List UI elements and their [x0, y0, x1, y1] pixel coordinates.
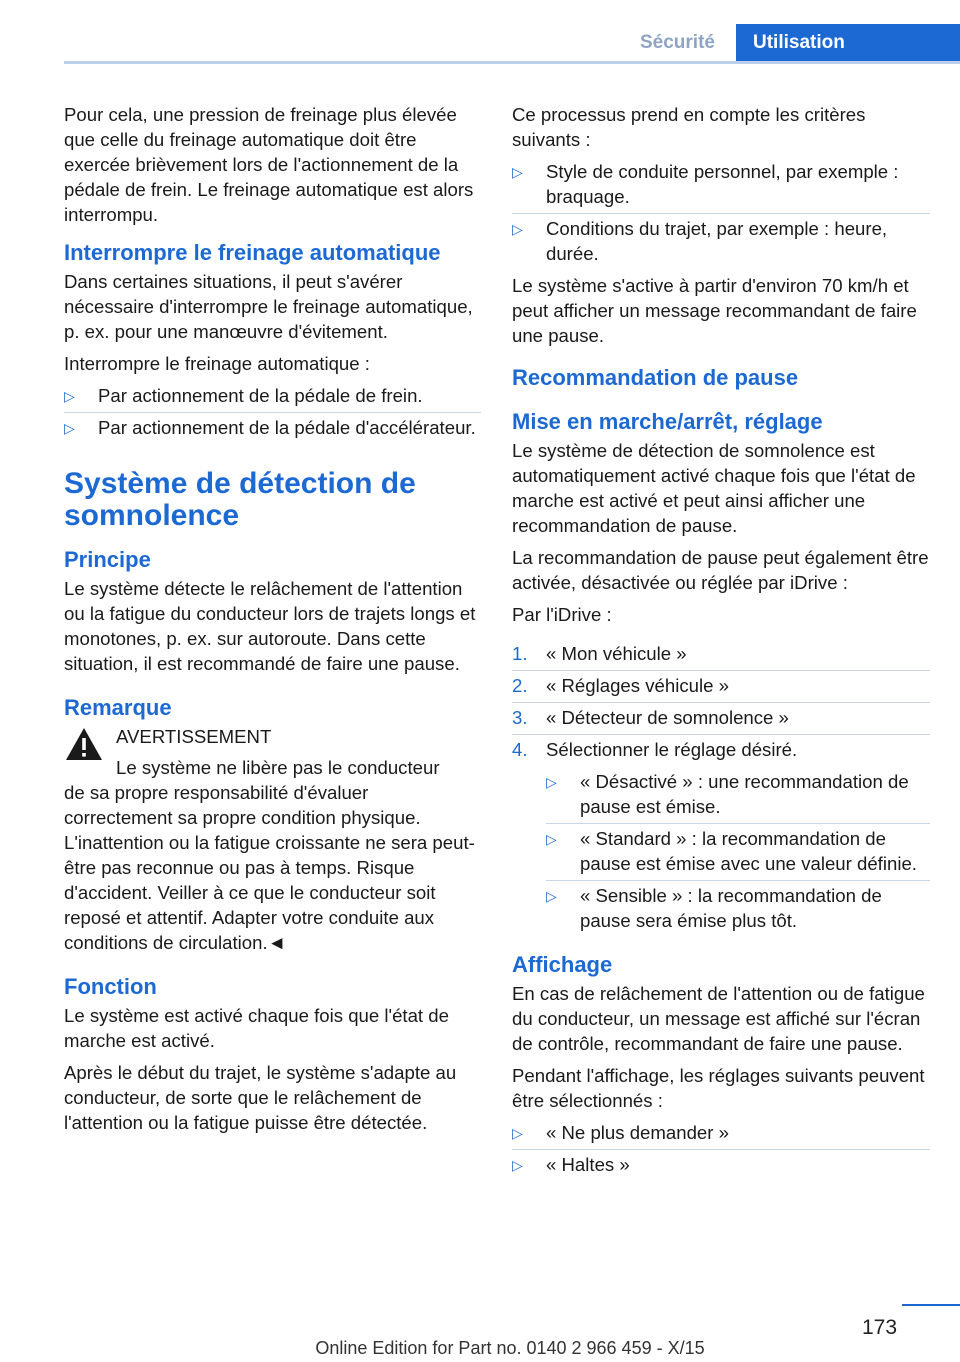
warning-text: de sa propre responsabilité d'évaluer correctement sa propre condition physique. L'inattention ou la fatigue croissante ne sera peut-être pas reconnue ou pas à temps. Risque d'accident. Veiller à ce que le conducteur soit reposé et attentif. Adapter votre conduite aux conditions de circulation.◄: [64, 782, 475, 953]
header-rule: [64, 61, 960, 64]
fonction-text-1: Le système est activé chaque fois que l'état de marche est activé.: [64, 1005, 449, 1051]
triangle-bullet-icon: ▷: [546, 774, 557, 790]
triangle-bullet-icon: ▷: [512, 1125, 523, 1141]
interrupt-text: Dans certaines situations, il peut s'avérer nécessaire d'interrompre le freinage automatique, p. ex. pour une manœuvre d'évitement.: [64, 271, 473, 342]
triangle-bullet-icon: ▷: [546, 831, 557, 847]
triangle-bullet-icon: ▷: [64, 420, 75, 436]
left-column: [64, 102, 481, 1142]
warning-triangle-icon: [64, 726, 104, 762]
mise-heading: Mise en marche/arrêt, réglage: [512, 409, 823, 434]
warning-block: [64, 724, 481, 955]
mise-text: Le système de détection de somnolence est automatiquement activé chaque fois que l'état de marche est activé et peut ainsi afficher une recommandation de pause.: [512, 440, 916, 536]
activation-text: Le système s'active à partir d'environ 70 km/h et peut afficher un message recommandant de faire une pause.: [512, 275, 917, 346]
idrive-label: Par l'iDrive :: [512, 604, 612, 625]
principe-heading: Principe: [64, 547, 151, 572]
triangle-bullet-icon: ▷: [512, 221, 523, 237]
options-list: [546, 769, 930, 933]
warning-first-line: Le système ne libère pas le conducteur: [116, 757, 440, 778]
page-number: 173: [862, 1316, 898, 1339]
reco-text: La recommandation de pause peut également être activée, désactivée ou réglée par iDrive :: [512, 547, 929, 593]
remarque-heading: Remarque: [64, 695, 172, 720]
right-column: [512, 102, 930, 1184]
list-item: ▷ « Haltes »: [512, 1152, 930, 1177]
list-item: ▷ Par actionnement de la pédale de frein.: [64, 383, 481, 408]
section-heading: Système de détection de somnolence: [64, 467, 416, 532]
tab-securite[interactable]: Sécurité: [640, 32, 715, 53]
triangle-bullet-icon: ▷: [512, 1157, 523, 1173]
steps-list: [512, 641, 930, 762]
header-tabs: [619, 24, 960, 62]
interrupt-label: Interrompre le freinage automatique :: [64, 353, 370, 374]
fonction-heading: Fonction: [64, 974, 157, 999]
affichage-heading: Affichage: [512, 952, 613, 977]
tab-utilisation[interactable]: Utilisation: [736, 24, 960, 62]
list-item: ▷ « Sensible » : la recommandation de pause sera émise plus tôt.: [546, 885, 882, 931]
list-item: ▷ « Désactivé » : une recommandation de pause est émise.: [546, 769, 930, 819]
triangle-bullet-icon: ▷: [512, 164, 523, 180]
list-item: ▷ Conditions du trajet, par exemple : heure, durée.: [512, 218, 888, 264]
triangle-bullet-icon: ▷: [546, 888, 557, 904]
intro-paragraph: Pour cela, une pression de freinage plus élevée que celle du freinage automatique doit être exercée brièvement lors de l'actionnement de la pédale de frein. Le freinage automatique est alors interrompu.: [64, 104, 474, 225]
process-text: Ce processus prend en compte les critères suivants :: [512, 104, 866, 150]
principe-text: Le système détecte le relâchement de l'attention ou la fatigue du conducteur lors de trajets longs et monotones, p. ex. sur autoroute. Dans cette situation, il est recommandé de faire une pause.: [64, 578, 476, 674]
list-item: ▷ Style de conduite personnel, par exemple : braquage.: [512, 159, 930, 209]
footer-rule: [902, 1304, 960, 1306]
affichage-text-2: Pendant l'affichage, les réglages suivants peuvent être sélectionnés :: [512, 1065, 925, 1111]
criteria-list: [512, 159, 930, 266]
list-item: 3. « Détecteur de somnolence »: [512, 705, 930, 730]
affichage-list: [512, 1120, 930, 1177]
affichage-text: En cas de relâchement de l'attention ou de fatigue du conducteur, un message est affiché sur l'écran de contrôle, recommandant de faire une pause.: [512, 983, 925, 1054]
list-item: ▷ « Standard » : la recommandation de pause est émise avec une valeur définie.: [546, 826, 930, 876]
reco-heading: Recommandation de pause: [512, 365, 799, 390]
triangle-bullet-icon: ▷: [64, 388, 75, 404]
fonction-text-2: Après le début du trajet, le système s'adapte au conducteur, de sorte que le relâchement de l'attention ou la fatigue puisse être détectée.: [64, 1062, 457, 1133]
list-item: 2. « Réglages véhicule »: [512, 673, 930, 698]
interrupt-heading: Interrompre le freinage automatique: [64, 240, 441, 265]
list-item: ▷ Par actionnement de la pédale d'accélérateur.: [64, 415, 481, 440]
interrupt-list: [64, 383, 481, 440]
footer-edition: Online Edition for Part no. 0140 2 966 459 - X/15: [315, 1338, 705, 1358]
list-item: ▷ « Ne plus demander »: [512, 1120, 930, 1145]
warning-title: AVERTISSEMENT: [116, 726, 272, 747]
list-item: 4. Sélectionner le réglage désiré.: [512, 739, 798, 760]
list-item: 1. « Mon véhicule »: [512, 641, 930, 666]
